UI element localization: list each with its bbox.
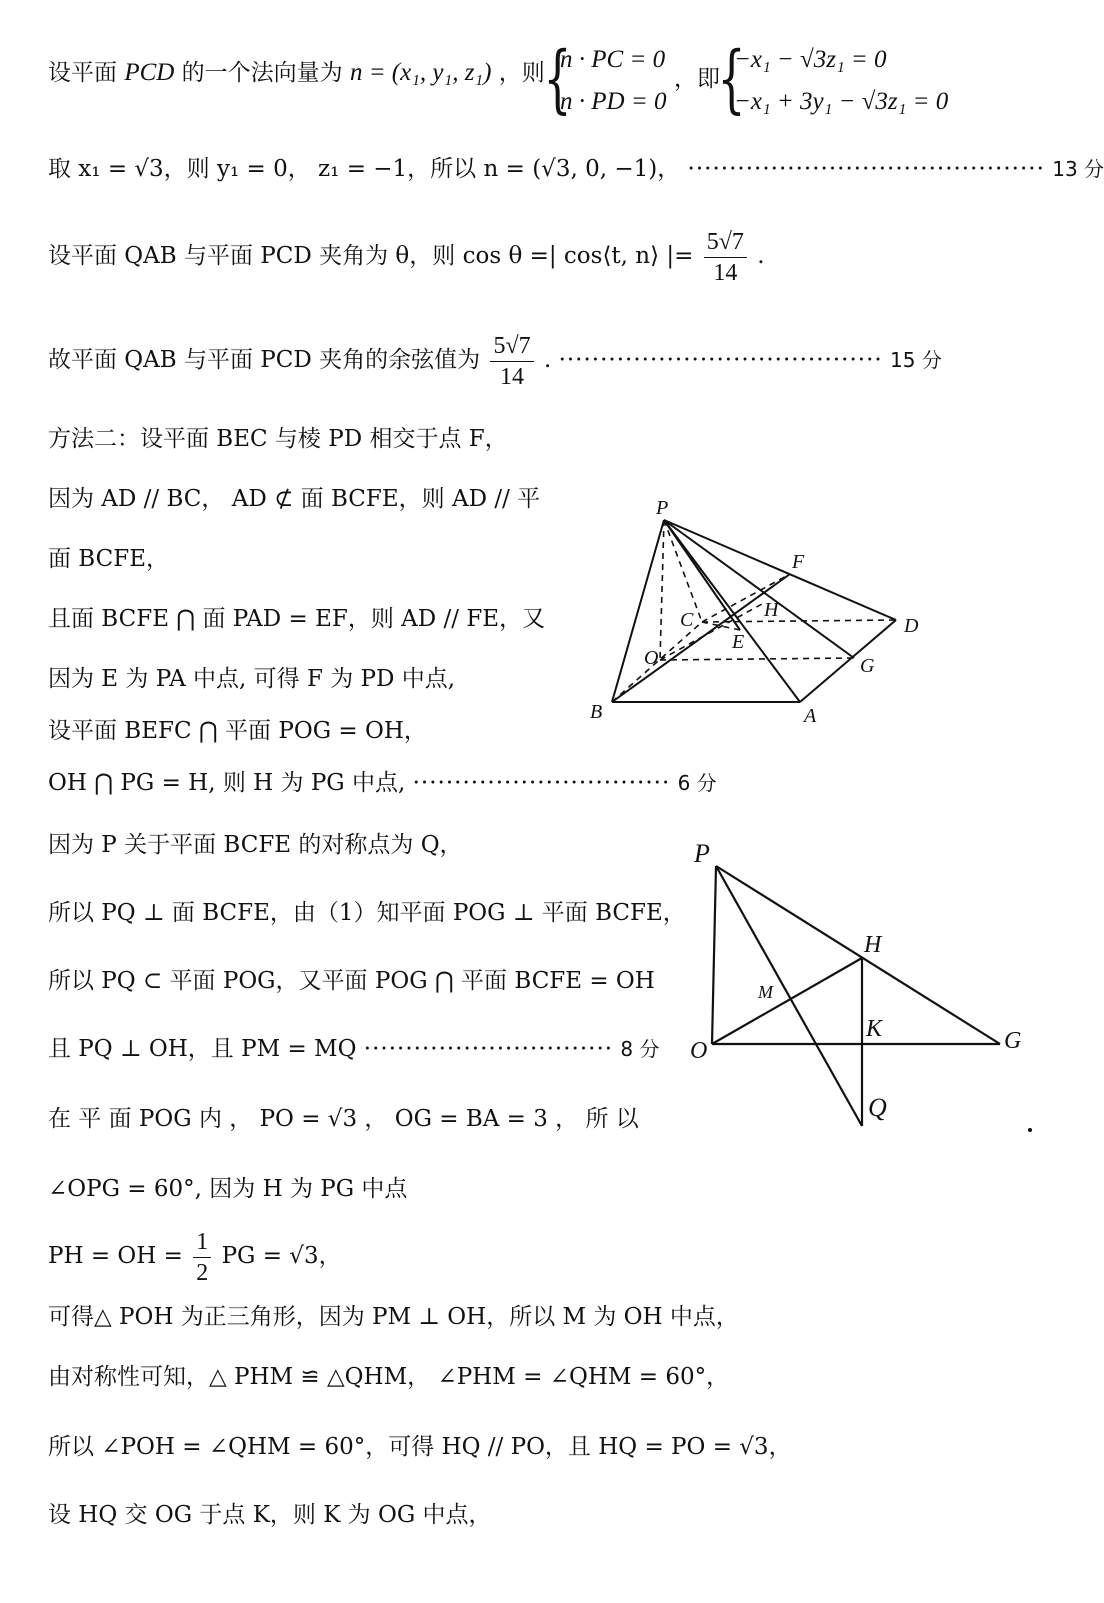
label-E: E: [732, 631, 745, 653]
label-P: P: [656, 497, 669, 519]
line-5: 方法二：设平面 BEC 与棱 PD 相交于点 F，: [48, 426, 508, 452]
line-8: 且面 BCFE ⋂ 面 PAD = EF，则 AD // FE，又: [48, 606, 546, 632]
label-O: O: [644, 647, 659, 669]
equation-system-1: [542, 36, 682, 122]
segment-OH: [712, 958, 862, 1044]
dot-leader: ······························: [363, 1036, 614, 1062]
numerator: 5√7: [704, 227, 747, 258]
line-6: 因为 AD // BC， AD ⊄ 面 BCFE，则 AD // 平: [48, 486, 541, 512]
label-Q: Q: [868, 1093, 887, 1122]
fraction: [490, 331, 533, 392]
text: 故平面 QAB 与平面 PCD 夹角的余弦值为: [48, 347, 481, 373]
edge-OG: [660, 658, 854, 660]
line-1: [48, 58, 545, 88]
left-brace: {: [717, 36, 746, 122]
text: OH ⋂ PG = H, 则 H 为 PG 中点,: [48, 770, 406, 796]
line-7: 面 BCFE，: [48, 546, 169, 572]
line-16: 在 平 面 POG 内 ， PO = √3 ， OG = BA = 3 ， 所 以: [48, 1106, 639, 1132]
line-14: 所以 PQ ⊂ 平面 POG，又平面 POG ⋂ 平面 BCFE = OH: [48, 968, 655, 994]
score: 13 分: [1052, 157, 1104, 181]
system-row: −x₁ + 3y₁ − √3z₁ = 0: [734, 88, 949, 115]
line-11: [48, 768, 717, 798]
label-O: O: [690, 1038, 708, 1064]
line-22: 设 HQ 交 OG 于点 K，则 K 为 OG 中点，: [48, 1502, 492, 1528]
label-M: M: [758, 982, 773, 1002]
section-figure: [680, 840, 1040, 1140]
edge-AD: [800, 620, 896, 702]
line-15: [48, 1034, 660, 1064]
plane-name: PCD: [124, 59, 175, 86]
label-G: G: [1004, 1028, 1022, 1054]
label-A: A: [804, 705, 817, 727]
line-2: [48, 154, 1104, 184]
denominator: 14: [500, 363, 525, 390]
text: PH = OH =: [48, 1243, 183, 1269]
dot-leader: ·······································: [558, 347, 883, 373]
label-K: K: [866, 1016, 883, 1042]
label-F: F: [792, 551, 805, 573]
label-D: D: [904, 615, 919, 637]
segment-PO: [712, 866, 716, 1044]
line-12: 因为 P 关于平面 BCFE 的对称点为 Q，: [48, 832, 463, 858]
pyramid-figure: [580, 490, 940, 730]
text: .: [757, 243, 765, 269]
text: 且 PQ ⊥ OH，且 PM = MQ: [48, 1036, 357, 1062]
system-row: n · PD = 0: [560, 88, 667, 115]
dot-leader: ···········································: [687, 156, 1045, 182]
score: 8 分: [620, 1037, 660, 1061]
line-9: 因为 E 为 PA 中点, 可得 F 为 PD 中点,: [48, 666, 456, 692]
edge-PO: [660, 520, 664, 660]
line-21: 所以 ∠POH = ∠QHM = 60°，可得 HQ // PO，且 HQ = PO = √3，: [48, 1434, 792, 1460]
label-C: C: [680, 609, 694, 631]
line-17: ∠OPG = 60°, 因为 H 为 PG 中点: [48, 1176, 408, 1202]
label-H: H: [764, 599, 779, 621]
line-4: [48, 330, 942, 392]
text: ，则: [498, 60, 545, 86]
fraction: [193, 1227, 211, 1288]
text: .: [543, 347, 552, 373]
text: 设平面: [48, 60, 117, 86]
label-B: B: [590, 701, 603, 723]
line-13: 所以 PQ ⊥ 面 BCFE，由（1）知平面 POG ⊥ 平面 BCFE，: [48, 900, 686, 926]
dot-leader: ·······························: [412, 770, 671, 796]
denominator: 14: [713, 259, 738, 286]
fraction: [704, 227, 747, 288]
edge-PC: [664, 520, 702, 622]
line-10: 设平面 BEFC ⋂ 平面 POG = OH，: [48, 718, 427, 744]
text: 的一个法向量为: [181, 60, 343, 86]
label-H: H: [864, 932, 882, 958]
system-row: −x₁ − √3z₁ = 0: [734, 46, 887, 73]
numerator: 1: [193, 1227, 211, 1258]
system-row: n · PC = 0: [560, 46, 666, 73]
ie-text: ，即: [674, 66, 720, 92]
text: 取 x₁ = √3，则 y₁ = 0， z₁ = −1，所以 n = (√3, 0, −1)，: [48, 156, 681, 182]
left-brace: {: [543, 36, 572, 122]
numerator: 5√7: [490, 331, 533, 362]
line-3: [48, 226, 765, 288]
line-20: 由对称性可知，△ PHM ≌ △QHM， ∠PHM = ∠QHM = 60°，: [48, 1364, 730, 1390]
denominator: 2: [196, 1259, 209, 1286]
text: PG = √3，: [221, 1243, 342, 1269]
edge-PB: [612, 520, 664, 702]
score: 6 分: [677, 771, 717, 795]
line-18: [48, 1226, 342, 1288]
label-P: P: [694, 839, 710, 868]
text: 设平面 QAB 与平面 PCD 夹角为 θ，则 cos θ =| cos⟨t, n⟩ |=: [48, 243, 694, 269]
equation-system-2: [716, 36, 956, 122]
normal-vector: n = (x₁, y₁, z₁): [349, 59, 492, 86]
segment-PQ: [716, 866, 862, 1126]
line-19: 可得△ POH 为正三角形，因为 PM ⊥ OH，所以 M 为 OH 中点，: [48, 1304, 739, 1330]
score: 15 分: [890, 348, 942, 372]
label-G: G: [860, 655, 875, 677]
